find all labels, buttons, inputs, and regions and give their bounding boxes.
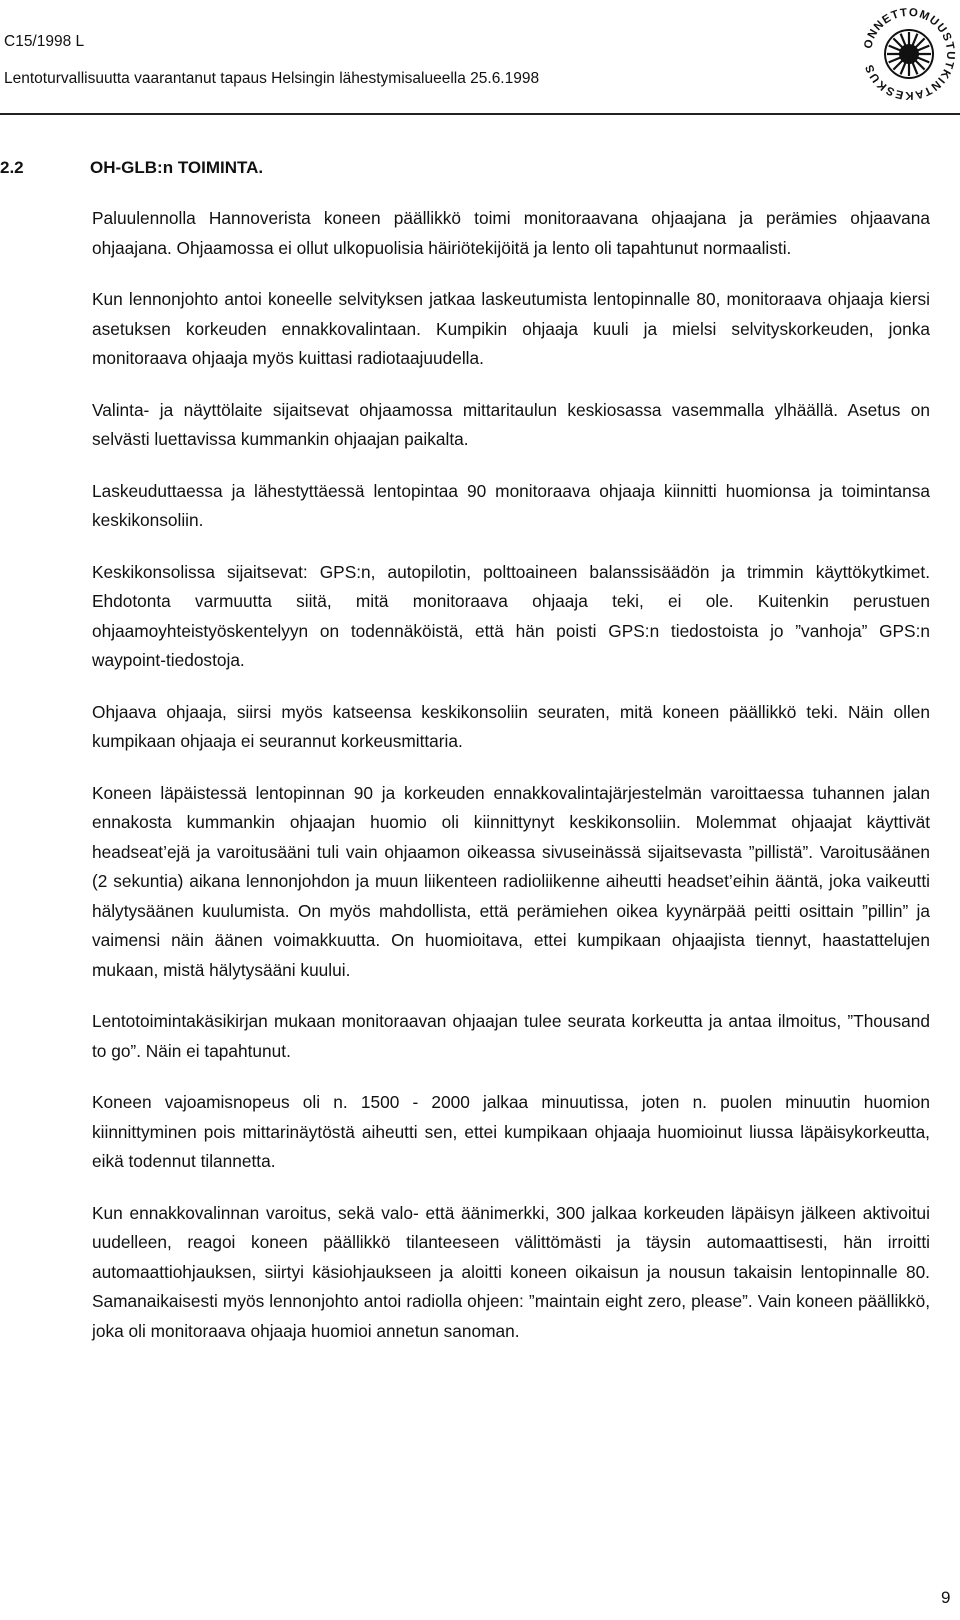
page-header xyxy=(0,0,960,110)
section-heading xyxy=(0,158,263,178)
header-divider xyxy=(0,113,960,115)
paragraph: Kun ennakkovalinnan varoitus, sekä valo- että äänimerkki, 300 jalkaa korkeuden läpäisyn jälkeen aktivoitui uudelleen, reagoi koneen päällikkö tilanteeseen välittömästi ja täysin automaattisesti, hän irroitti automaattiohjauksen, siirtyi käsiohjaukseen ja aloitti koneen oikaisun ja nousun takaisin lentopinnalle 80. Samanaikaisesti myös lennonjohto antoi radiolla ohjeen: ”maintain eight zero, please”. Vain koneen päällikkö, joka oli monitoraava ohjaaja huomioi annetun sanoman. xyxy=(92,1202,930,1341)
paragraph: Keskikonsolissa sijaitsevat: GPS:n, autopilotin, polttoaineen balanssisäädön ja trimmin käyttökytkimet. Ehdotonta varmuutta siitä, mitä monitoraava ohjaaja teki, ei ole. Kuitenkin perustuen ohjaamoyhteistyöskentelyyn on todennäköistä, että hän poisti GPS:n tiedostoista jo ”vanhoja” GPS:n waypoint-tiedostoja. xyxy=(92,561,930,670)
page-number: 9 xyxy=(941,1588,951,1607)
paragraph: Valinta- ja näyttölaite sijaitsevat ohjaamossa mittaritaulun keskiosassa vasemmalla ylhäällä. Asetus on selvästi luettavissa kummankin ohjaajan paikalta. xyxy=(92,399,930,449)
seal-text: ONNETTOMUUSTUTKINTAKESKUS xyxy=(862,6,957,102)
paragraph: Kun lennonjohto antoi koneelle selvityksen jatkaa laskeutumista lentopinnalle 80, monitoraava ohjaaja kiersi asetuksen korkeuden ennakkovalintaan. Kumpikin ohjaaja kuuli ja mielsi selvityskorkeuden, jonka monitoraava ohjaaja myös kuittasi radiotaajuudella. xyxy=(92,289,930,368)
report-title: Lentoturvallisuutta vaarantanut tapaus Helsingin lähestymisalueella 25.6.1998 xyxy=(4,70,540,87)
body-text xyxy=(92,204,930,1368)
paragraph: Koneen läpäistessä lentopinnan 90 ja korkeuden ennakkovalintajärjestelmän varoittaessa tuhannen jalan ennakosta kummankin ohjaajan huomio oli kiinnittynyt keskikonsoliin. Molemmat ohjaajat käyttivät headseat’ejä ja varoitusääni tuli vain ohjaamon oikeassa sivuseinässä sijaitsevasta ”pillistä”. Varoitusäänen (2 sekuntia) aikana lennonjohdon ja muun liikenteen radioliikenne aiheutti headset’eihin ääntä, joka vaikeutti hälytysäänen kuulumista. On myös mahdollista, että perämiehen oikea kyynärpää peitti osittain ”pillin” ja vaimensi näin äänen voimakkuutta. On huomioitava, ettei kumpikaan ohjaajista tiennyt, haastattelujen mukaan, mistä hälytysääni kuului. xyxy=(92,782,930,980)
paragraph: Lentotoimintakäsikirjan mukaan monitoraavan ohjaajan tulee seurata korkeutta ja antaa ilmoitus, ”Thousand to go”. Näin ei tapahtunut. xyxy=(92,1011,930,1061)
section-number: 2.2 xyxy=(0,158,24,177)
paragraph: Ohjaava ohjaaja, siirsi myös katseensa keskikonsoliin seuraten, mitä koneen päällikkö teki. Näin ollen kumpikaan ohjaaja ei seurannut korkeusmittaria. xyxy=(92,701,930,751)
section-title: OH-GLB:n TOIMINTA. xyxy=(90,158,264,177)
accident-investigation-board-seal-icon xyxy=(858,3,960,105)
paragraph: Laskeuduttaessa ja lähestyttäessä lentopintaa 90 monitoraava ohjaaja kiinnitti huomionsa ja toimintansa keskikonsoliin. xyxy=(92,480,930,530)
paragraph: Paluulennolla Hannoverista koneen päällikkö toimi monitoraavana ohjaajana ja perämies ohjaavana ohjaajana. Ohjaamossa ei ollut ulkopuolisia häiriötekijöitä ja lento oli tapahtunut normaalisti. xyxy=(92,208,930,258)
paragraph: Koneen vajoamisnopeus oli n. 1500 - 2000 jalkaa minuutissa, joten n. puolen minuutin huomion kiinnittyminen pois mittarinäytöstä aiheutti sen, ettei kumpikaan ohjaaja huomioinut liussa läpäisykorkeutta, eikä todennut tilannetta. xyxy=(92,1092,930,1171)
report-code: C15/1998 L xyxy=(4,33,85,50)
